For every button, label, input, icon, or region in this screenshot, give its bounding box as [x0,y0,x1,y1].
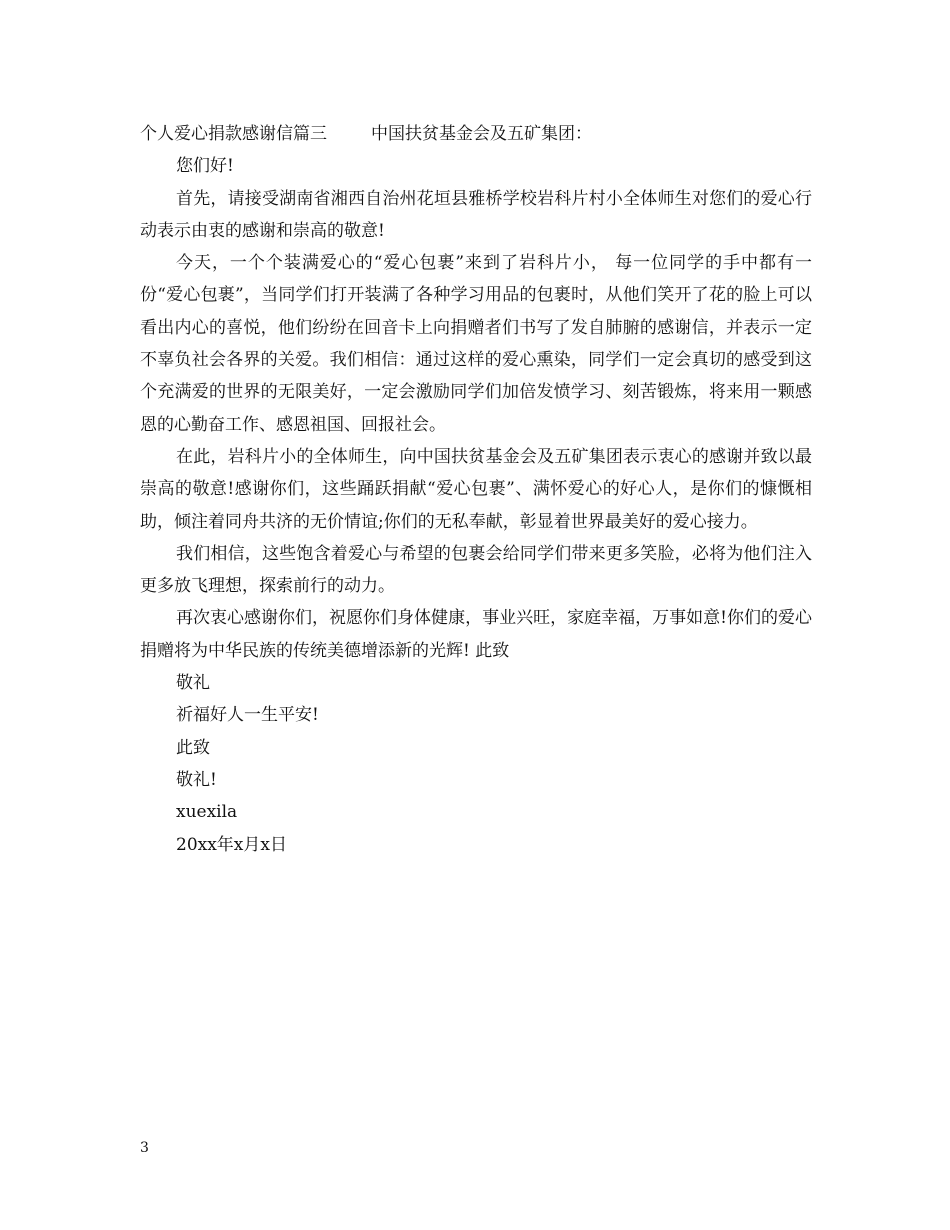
page-number: 3 [140,1140,149,1156]
letter-paragraph-3: 在此，岩科片小的全体师生，向中国扶贫基金会及五矿集团表示衷心的感谢并致以最崇高的敬意!感谢你们，这些踊跃捐献“爱心包裹”、满怀爱心的好心人，是你们的慷慨相助，倾注着同舟共济的无价情谊;你们的无私奉献，彰显着世界最美好的爱心接力。 [140,446,812,532]
letter-greeting: 您们好! [176,156,234,177]
letter-paragraph-5: 再次衷心感谢你们，祝愿你们身体健康，事业兴旺，家庭幸福，万事如意!你们的爱心捐赠将为中华民族的传统美德增添新的光辉! 此致 [140,608,812,661]
letter-heading [140,118,812,150]
letter-body [140,118,812,861]
letter-date: 20xx年x月x日 [176,834,287,855]
closing-salute: 敬礼 [176,673,210,694]
letter-title: 个人爱心捐款感谢信篇三 [140,124,327,144]
letter-recipient: 中国扶贫基金会及五矿集团： [371,124,592,144]
letter-paragraph-2: 今天，一个个装满爱心的“爱心包裹”来到了岩科片小， 每一位同学的手中都有一份“爱心包裹”，当同学们打开装满了各种学习用品的包裹时，从他们笑开了花的脸上可以看出内心的喜悦，他们纷纷在回音卡上向捐赠者们书写了发自肺腑的感谢信，并表示一定不辜负社会各界的关爱。我们相信：通过这样的爱心熏染，同学们一定会真切的感受到这个充满爱的世界的无限美好，一定会激励同学们加倍发愤学习、刻苦锻炼，将来用一颗感恩的心勤奋工作、感恩祖国、回报社会。 [140,253,812,435]
closing-jingli: 敬礼! [176,769,217,790]
signature: xuexila [176,802,238,823]
closing-cizhi: 此致 [176,737,210,758]
closing-blessing: 祈福好人一生平安! [176,705,319,726]
letter-paragraph-4: 我们相信，这些饱含着爱心与希望的包裹会给同学们带来更多笑脸，必将为他们注入更多放飞理想，探索前行的动力。 [140,543,812,597]
letter-paragraph-1: 首先，请接受湖南省湘西自治州花垣县雅桥学校岩科片村小全体师生对您们的爱心行动表示由衷的感谢和崇高的敬意! [140,188,812,241]
